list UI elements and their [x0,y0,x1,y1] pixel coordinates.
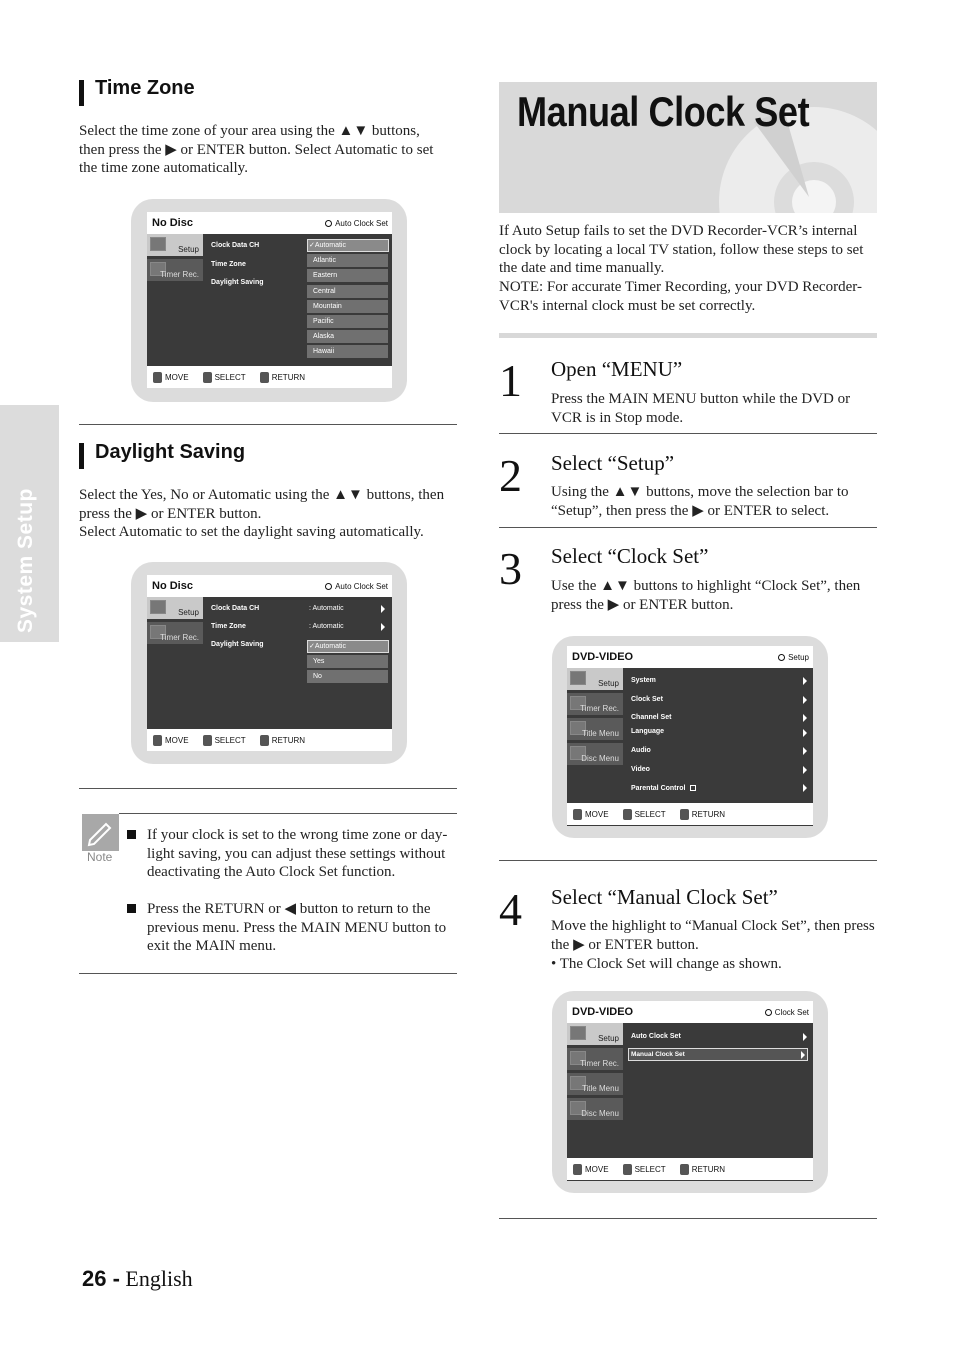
note-item-2: Press the RETURN or ◀ button to return to the previous menu. Press the MAIN MENU button to exit the MAIN menu. [147,901,447,954]
select-icon [203,372,212,383]
step-4-number: 4 [499,884,522,935]
return-icon [680,809,689,820]
step-3-number: 3 [499,543,522,594]
page-footer [82,1266,193,1292]
option-hawaii[interactable]: Hawaii [307,345,388,358]
screen-header-mode: Auto Clock Set [335,218,388,228]
step-2-title: Select “Setup” [551,451,675,475]
move-icon [573,809,582,820]
tab-timer-rec[interactable]: Timer Rec. [147,259,203,281]
thick-divider [499,333,877,338]
tab-setup[interactable]: Setup [147,597,203,619]
menu-item-daylight-saving[interactable]: Daylight Saving [211,279,264,286]
tab-title-menu[interactable]: Title Menu [567,1073,623,1095]
note-label: Note [87,850,113,864]
step-1-title: Open “MENU” [551,357,683,381]
select-icon [623,809,632,820]
option-automatic[interactable]: ✓Automatic [307,239,389,252]
time-zone-screen [147,212,392,388]
step-3-title: Select “Clock Set” [551,544,709,568]
option-pacific[interactable]: Pacific [307,315,388,328]
divider [499,860,877,861]
divider [499,527,877,528]
time-zone-body: Select the time zone of your area using the ▲▼ buttons, then press the ▶ or ENTER button. Select Automatic to set the time zone automatically. [79,123,434,176]
page-number: 26 - [82,1266,120,1291]
option-mountain[interactable]: Mountain [307,300,388,313]
menu-item-system[interactable]: System [631,677,656,684]
clock-data-ch-value: : Automatic [309,605,344,612]
step-2-desc: Using the ▲▼ buttons, move the selection bar to “Setup”, then press the ▶ or ENTER to select. [551,484,849,519]
daylight-saving-body-2: Select Automatic to set the daylight saving automatically. [79,524,424,540]
chevron-right-icon [803,1033,807,1041]
tab-timer-rec[interactable]: Timer Rec. [567,1048,623,1070]
section-bar [79,80,84,106]
menu-item-auto-clock-set[interactable]: Auto Clock Set [631,1033,681,1040]
return-icon [680,1164,689,1175]
screen-header-title: DVD-VIDEO [572,651,634,663]
note-item-1: If your clock is set to the wrong time zone or day-light saving, you can adjust these settings without deactivating the Auto Clock Set function. [147,827,448,880]
daylight-saving-screen [147,575,392,751]
option-yes[interactable]: Yes [307,655,388,668]
screen-header-title: DVD-VIDEO [572,1006,634,1018]
setup-screen [567,646,813,826]
step-4-desc-2: • The Clock Set will change as shown. [551,956,782,972]
screen-header [147,212,392,234]
screen-footer: MOVE SELECT RETURN [147,729,392,751]
tab-setup[interactable]: Setup [567,1023,623,1045]
pencil-icon [82,814,119,851]
menu-item-time-zone[interactable]: Time Zone [211,623,246,630]
divider [499,433,877,434]
screen-footer: MOVE SELECT RETURN [567,1158,813,1180]
chevron-right-icon [803,714,807,722]
intro-note: NOTE: For accurate Timer Recording, your DVD Recorder-VCR's internal clock must be set correctly. [499,279,862,314]
tab-timer-rec[interactable]: Timer Rec. [147,622,203,644]
menu-item-language[interactable]: Language [631,728,665,735]
return-icon [260,372,269,383]
page-title: Manual Clock Set [517,88,810,135]
bullet [127,904,136,913]
lock-icon [690,785,696,791]
screen-header-title: No Disc [152,217,193,229]
step-1-number: 1 [499,355,522,406]
chevron-right-icon [381,605,385,613]
move-icon [153,372,162,383]
gear-icon [765,1009,772,1016]
menu-item-channel-set[interactable]: Channel Set [631,714,672,721]
daylight-saving-body: Select the Yes, No or Automatic using the ▲▼ buttons, then press the ▶ or ENTER button. [79,487,445,522]
divider [79,973,457,974]
divider [79,788,457,789]
note-divider [119,813,457,814]
daylight-saving-screen-frame [131,562,407,764]
gear-icon [325,583,332,590]
setup-icon [570,671,586,685]
screen-header-title: No Disc [152,580,193,592]
screen-header [567,1001,813,1023]
divider [79,424,457,425]
option-central[interactable]: Central [307,285,388,298]
clock-set-screen [567,1001,813,1181]
option-eastern[interactable]: Eastern [307,269,388,282]
chevron-right-icon [803,729,807,737]
gear-icon [778,654,785,661]
tab-disc-menu[interactable]: Disc Menu [567,1098,623,1120]
side-tab-label: System Setup [14,488,37,633]
tab-timer-rec[interactable]: Timer Rec. [567,693,623,715]
chevron-right-icon [803,766,807,774]
menu-item-daylight-saving[interactable]: Daylight Saving [211,641,264,648]
option-alaska[interactable]: Alaska [307,330,388,343]
return-icon [260,735,269,746]
time-zone-heading: Time Zone [95,77,195,99]
screen-footer: MOVE SELECT RETURN [147,366,392,388]
setup-icon [570,1026,586,1040]
clock-set-screen-frame [552,991,828,1193]
select-icon [623,1164,632,1175]
step-4-title: Select “Manual Clock Set” [551,885,778,909]
screen-header [147,575,392,597]
menu-item-parental-control[interactable]: Parental Control [631,785,686,792]
menu-item-clock-set[interactable]: Clock Set [631,696,663,703]
tab-setup[interactable]: Setup [567,668,623,690]
screen-header-mode: Setup [788,652,809,662]
screen-header [567,646,813,668]
setup-icon [150,600,166,614]
time-zone-screen-frame [131,199,407,402]
side-tab [0,405,59,642]
chevron-right-icon [803,784,807,792]
menu-item-audio[interactable]: Audio [631,747,651,754]
daylight-saving-heading: Daylight Saving [95,441,246,463]
page-language: English [125,1266,193,1291]
move-icon [153,735,162,746]
option-no[interactable]: No [307,670,388,683]
step-4-desc: Move the highlight to “Manual Clock Set”, then press the ▶ or ENTER button. [551,918,875,953]
option-atlantic[interactable]: Atlantic [307,254,388,267]
screen-header-mode: Auto Clock Set [335,581,388,591]
chevron-right-icon [381,623,385,631]
tab-setup[interactable]: Setup [147,234,203,256]
select-icon [203,735,212,746]
option-automatic[interactable]: ✓Automatic [307,640,389,653]
chevron-right-icon [803,747,807,755]
screen-footer: MOVE SELECT RETURN [567,803,813,825]
divider [499,1218,877,1219]
screen-header-mode: Clock Set [774,1007,809,1017]
step-1-desc: Press the MAIN MENU button while the DVD or VCR is in Stop mode. [551,391,851,426]
menu-item-time-zone[interactable]: Time Zone [211,261,246,268]
chevron-right-icon [803,677,807,685]
chevron-right-icon [801,1051,805,1059]
gear-icon [325,220,332,227]
setup-screen-frame [552,636,828,838]
tab-title-menu[interactable]: Title Menu [567,718,623,740]
tab-disc-menu[interactable]: Disc Menu [567,743,623,765]
move-icon [573,1164,582,1175]
menu-item-clock-data-ch[interactable]: Clock Data CH [211,605,260,612]
chevron-right-icon [803,696,807,704]
menu-item-video[interactable]: Video [631,766,650,773]
step-2-number: 2 [499,450,522,501]
bullet [127,830,136,839]
step-3-desc: Use the ▲▼ buttons to highlight “Clock Set”, then press the ▶ or ENTER button. [551,578,861,613]
title-banner [499,82,877,213]
setup-icon [150,237,166,251]
menu-item-clock-data-ch[interactable]: Clock Data CH [211,242,260,249]
time-zone-value: : Automatic [309,623,344,630]
menu-item-manual-clock-set[interactable]: Manual Clock Set [631,1051,685,1058]
section-bar [79,443,84,469]
intro-text: If Auto Setup fails to set the DVD Recorder-VCR’s internal clock by locating a local TV station, follow these steps to set the date and time manually. [499,223,864,276]
